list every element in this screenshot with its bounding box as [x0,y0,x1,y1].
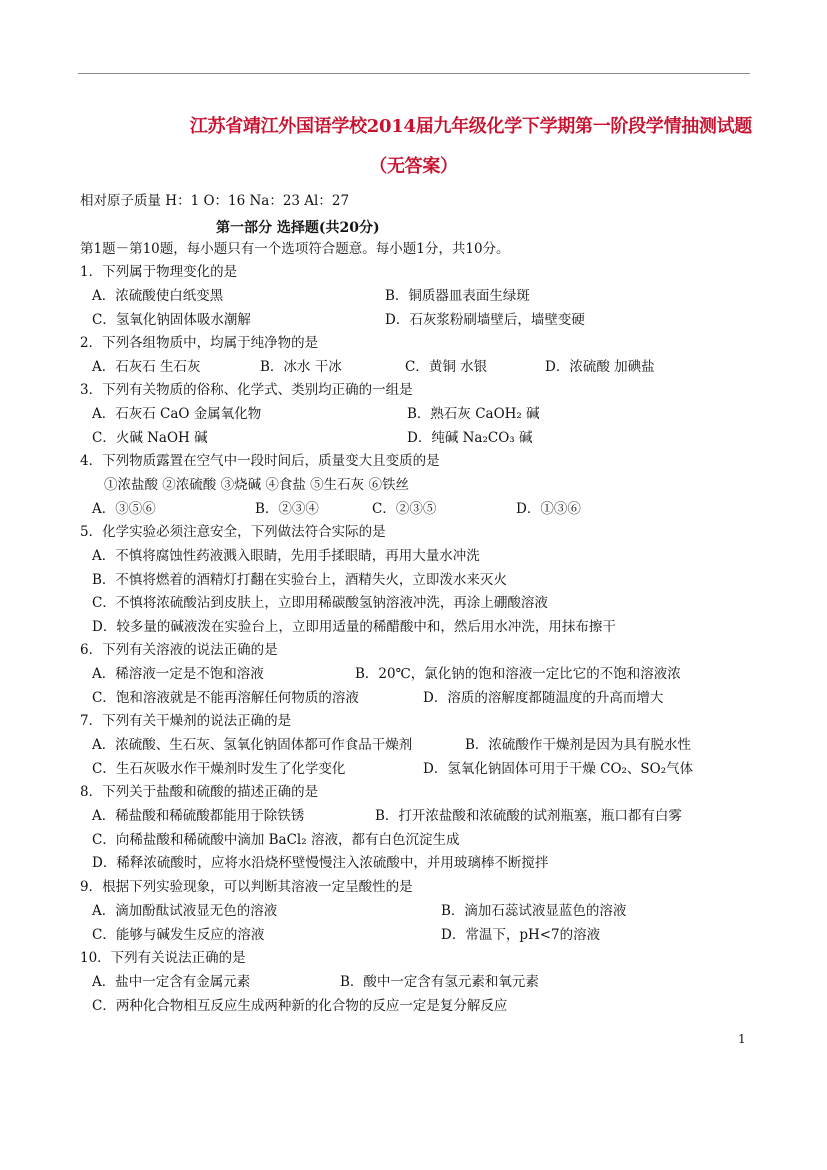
option-b: B．20℃，氯化钠的饱和溶液一定比它的不饱和溶液浓 [355,666,681,682]
question-stem: 10．下列有关说法正确的是 [80,950,246,966]
option-d: D．氢氧化钠固体可用于干燥 CO₂、SO₂气体 [423,761,694,777]
question-stem: 6．下列有关溶液的说法正确的是 [80,642,278,658]
question-stem: 8．下列关于盐酸和硫酸的描述正确的是 [80,784,319,800]
option-d: D．浓硫酸 加碘盐 [545,359,655,375]
question-stem: 3．下列有关物质的俗称、化学式、类别均正确的一组是 [80,382,413,398]
option-b: B．铜质器皿表面生绿斑 [385,288,530,304]
option-c: C．生石灰吸水作干燥剂时发生了化学变化 [92,761,346,777]
page-number: 1 [738,1032,746,1046]
option-b: B．浓硫酸作干燥剂是因为具有脱水性 [465,737,691,753]
option-a: A．滴加酚酞试液显无色的溶液 [92,903,278,919]
document-subtitle: （无答案） [369,156,458,177]
option-d: D．石灰浆粉刷墙壁后，墙壁变硬 [385,312,585,328]
option-a: A．浓硫酸使白纸变黑 [92,288,224,304]
option-a: A．不慎将腐蚀性药液溅入眼睛，先用手揉眼睛，再用大量水冲洗 [92,548,480,564]
atomic-mass-line: 相对原子质量 H：1 O：16 Na：23 Al：27 [80,193,350,209]
option-b: B．冰水 干冰 [260,359,342,375]
option-d: D．溶质的溶解度都随温度的升高而增大 [423,690,664,706]
header-rule [78,73,750,74]
option-d: D．①③⑥ [516,501,581,517]
option-c: C．能够与碱发生反应的溶液 [92,927,265,943]
option-b: B．②③④ [255,501,319,517]
question-stem: 5．化学实验必须注意安全，下列做法符合实际的是 [80,524,386,540]
question-stem: 2．下列各组物质中，均属于纯净物的是 [80,335,319,351]
option-b: B．熟石灰 CaOH₂ 碱 [407,406,540,422]
option-c: C．火碱 NaOH 碱 [92,430,208,446]
option-a: A．稀盐酸和稀硫酸都能用于除铁锈 [92,808,305,824]
option-c: C．向稀盐酸和稀硫酸中滴加 BaCl₂ 溶液，都有白色沉淀生成 [92,832,460,848]
option-a: A．石灰石 生石灰 [92,359,201,375]
option-c: C．饱和溶液就是不能再溶解任何物质的溶液 [92,690,359,706]
option-d: D．稀释浓硫酸时，应将水沿烧杯壁慢慢注入浓硫酸中，并用玻璃棒不断搅拌 [92,855,549,871]
option-b: B．酸中一定含有氢元素和氧元素 [340,974,539,990]
option-d: D．较多量的碱液泼在实验台上，立即用适量的稀醋酸中和，然后用水冲洗，用抹布擦干 [92,619,616,635]
option-a: A．浓硫酸、生石灰、氢氧化钠固体都可作食品干燥剂 [92,737,413,753]
document-title: 江苏省靖江外国语学校2014届九年级化学下学期第一阶段学情抽测试题 [189,116,752,137]
option-b: B．滴加石蕊试液显蓝色的溶液 [441,903,627,919]
option-b: B．不慎将燃着的酒精灯打翻在实验台上，酒精失火，立即泼水来灭火 [92,572,507,588]
option-a: A．盐中一定含有金属元素 [92,974,251,990]
option-d: D．纯碱 Na₂CO₃ 碱 [407,430,533,446]
section-heading: 第一部分 选择题(共20分) [216,220,380,236]
option-c: C．氢氧化钠固体吸水潮解 [92,312,251,328]
option-c: C．黄铜 水银 [405,359,488,375]
option-c: C．②③⑤ [372,501,437,517]
option-b: B．打开浓盐酸和浓硫酸的试剂瓶塞，瓶口都有白雾 [375,808,682,824]
option-a: A．石灰石 CaO 金属氧化物 [92,406,262,422]
option-a: A．稀溶液一定是不饱和溶液 [92,666,264,682]
instructions: 第1题－第10题，每小题只有一个选项符合题意。每小题1分，共10分。 [80,241,510,257]
question-sub-items: ①浓盐酸 ②浓硫酸 ③烧碱 ④食盐 ⑤生石灰 ⑥铁丝 [104,477,409,493]
question-stem: 9．根据下列实验现象，可以判断其溶液一定呈酸性的是 [80,879,413,895]
question-stem: 4．下列物质露置在空气中一段时间后，质量变大且变质的是 [80,453,440,469]
option-a: A．③⑤⑥ [92,501,156,517]
question-stem: 1．下列属于物理变化的是 [80,264,238,280]
question-stem: 7．下列有关干燥剂的说法正确的是 [80,713,292,729]
option-c: C．不慎将浓硫酸沾到皮肤上，立即用稀碳酸氢钠溶液冲洗，再涂上硼酸溶液 [92,595,548,611]
option-d: D．常温下，pH<7的溶液 [441,927,601,943]
option-c: C．两种化合物相互反应生成两种新的化合物的反应一定是复分解反应 [92,998,508,1014]
